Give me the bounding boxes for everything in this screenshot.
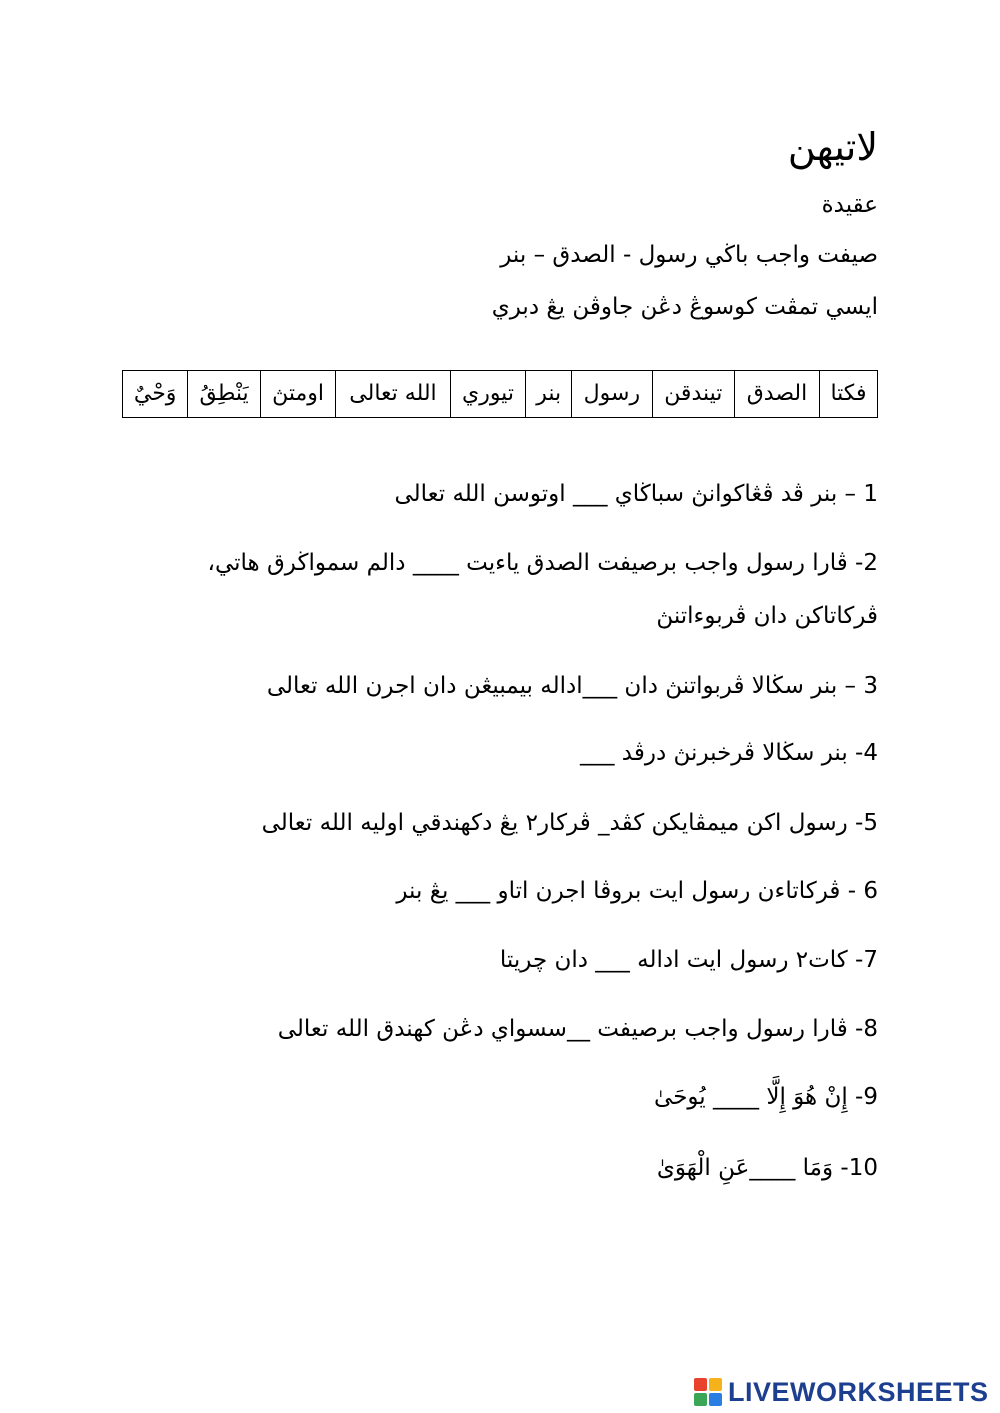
word-bank-cell: يَنْطِقُ [188, 371, 260, 418]
question-4: 4- بنر سڬالا ڤرخبرنڽ درڤد ___ [580, 740, 878, 766]
worksheet-title: لاتيهن [787, 125, 878, 169]
logo-square [709, 1393, 722, 1406]
topic-line: صيفت واجب باڬي رسول - الصدق – بنر [500, 242, 878, 268]
word-bank-cell: الصدق [735, 371, 820, 418]
brand-name: LIVEWORKSHEETS [728, 1376, 989, 1407]
liveworksheets-brand [694, 1376, 989, 1408]
word-bank-table [122, 370, 878, 418]
question-1: 1 – بنر ڤد ڤڠاكوانڽ سباڬاي ___ اوتوسن الله تعالى [394, 481, 878, 507]
question-3: 3 – بنر سڬالا ڤربواتنڽ دان ___اداله بيمبيڠن دان اجرن الله تعالى [266, 673, 878, 699]
question-10: 10- وَمَا ____عَنِ الْهَوَىٰ [656, 1155, 878, 1181]
question-6: 6 - ڤركاتاءن رسول ايت بروڤا اجرن اتاو ___ يڠ بنر [396, 878, 878, 904]
question-2: 2- ڤارا رسول واجب برصيفت الصدق ياءيت ____ دالم سمواڬرق هاتي، [207, 550, 878, 576]
logo-square [709, 1378, 722, 1391]
word-bank-cell: اومتڽ [260, 371, 336, 418]
word-bank-cell: تيندقن [652, 371, 734, 418]
word-bank-row [123, 371, 878, 418]
question-2-continuation: ڤركاتاكن دان ڤربوءاتنڽ [656, 603, 878, 629]
word-bank-cell: وَحْيٌ [123, 371, 188, 418]
question-9: 9- إِنْ هُوَ إِلَّا ____ يُوحَىٰ [654, 1084, 878, 1110]
liveworksheets-logo-icon [694, 1378, 722, 1406]
question-7: 7- كات٢ رسول ايت اداله ___ دان چريتا [499, 947, 878, 973]
word-bank-cell: فكتا [819, 371, 877, 418]
question-5: 5- رسول اكن ميمڤايكن كڤد_ ڤركار٢ يڠ دكهندقي اوليه الله تعالى [261, 810, 878, 836]
instruction-line: ايسي تمڤت كوسوڠ دڠن جاوڤن يڠ دبري [491, 294, 878, 320]
word-bank-cell: الله تعالى [336, 371, 450, 418]
word-bank-cell: رسول [572, 371, 652, 418]
logo-square [694, 1378, 707, 1391]
logo-square [694, 1393, 707, 1406]
subject-label: عقيدة [821, 192, 878, 218]
word-bank-cell: بنر [526, 371, 572, 418]
word-bank-cell: تيوري [450, 371, 526, 418]
question-8: 8- ڤارا رسول واجب برصيفت __سسواي دڠن كهندق الله تعالى [277, 1016, 878, 1042]
